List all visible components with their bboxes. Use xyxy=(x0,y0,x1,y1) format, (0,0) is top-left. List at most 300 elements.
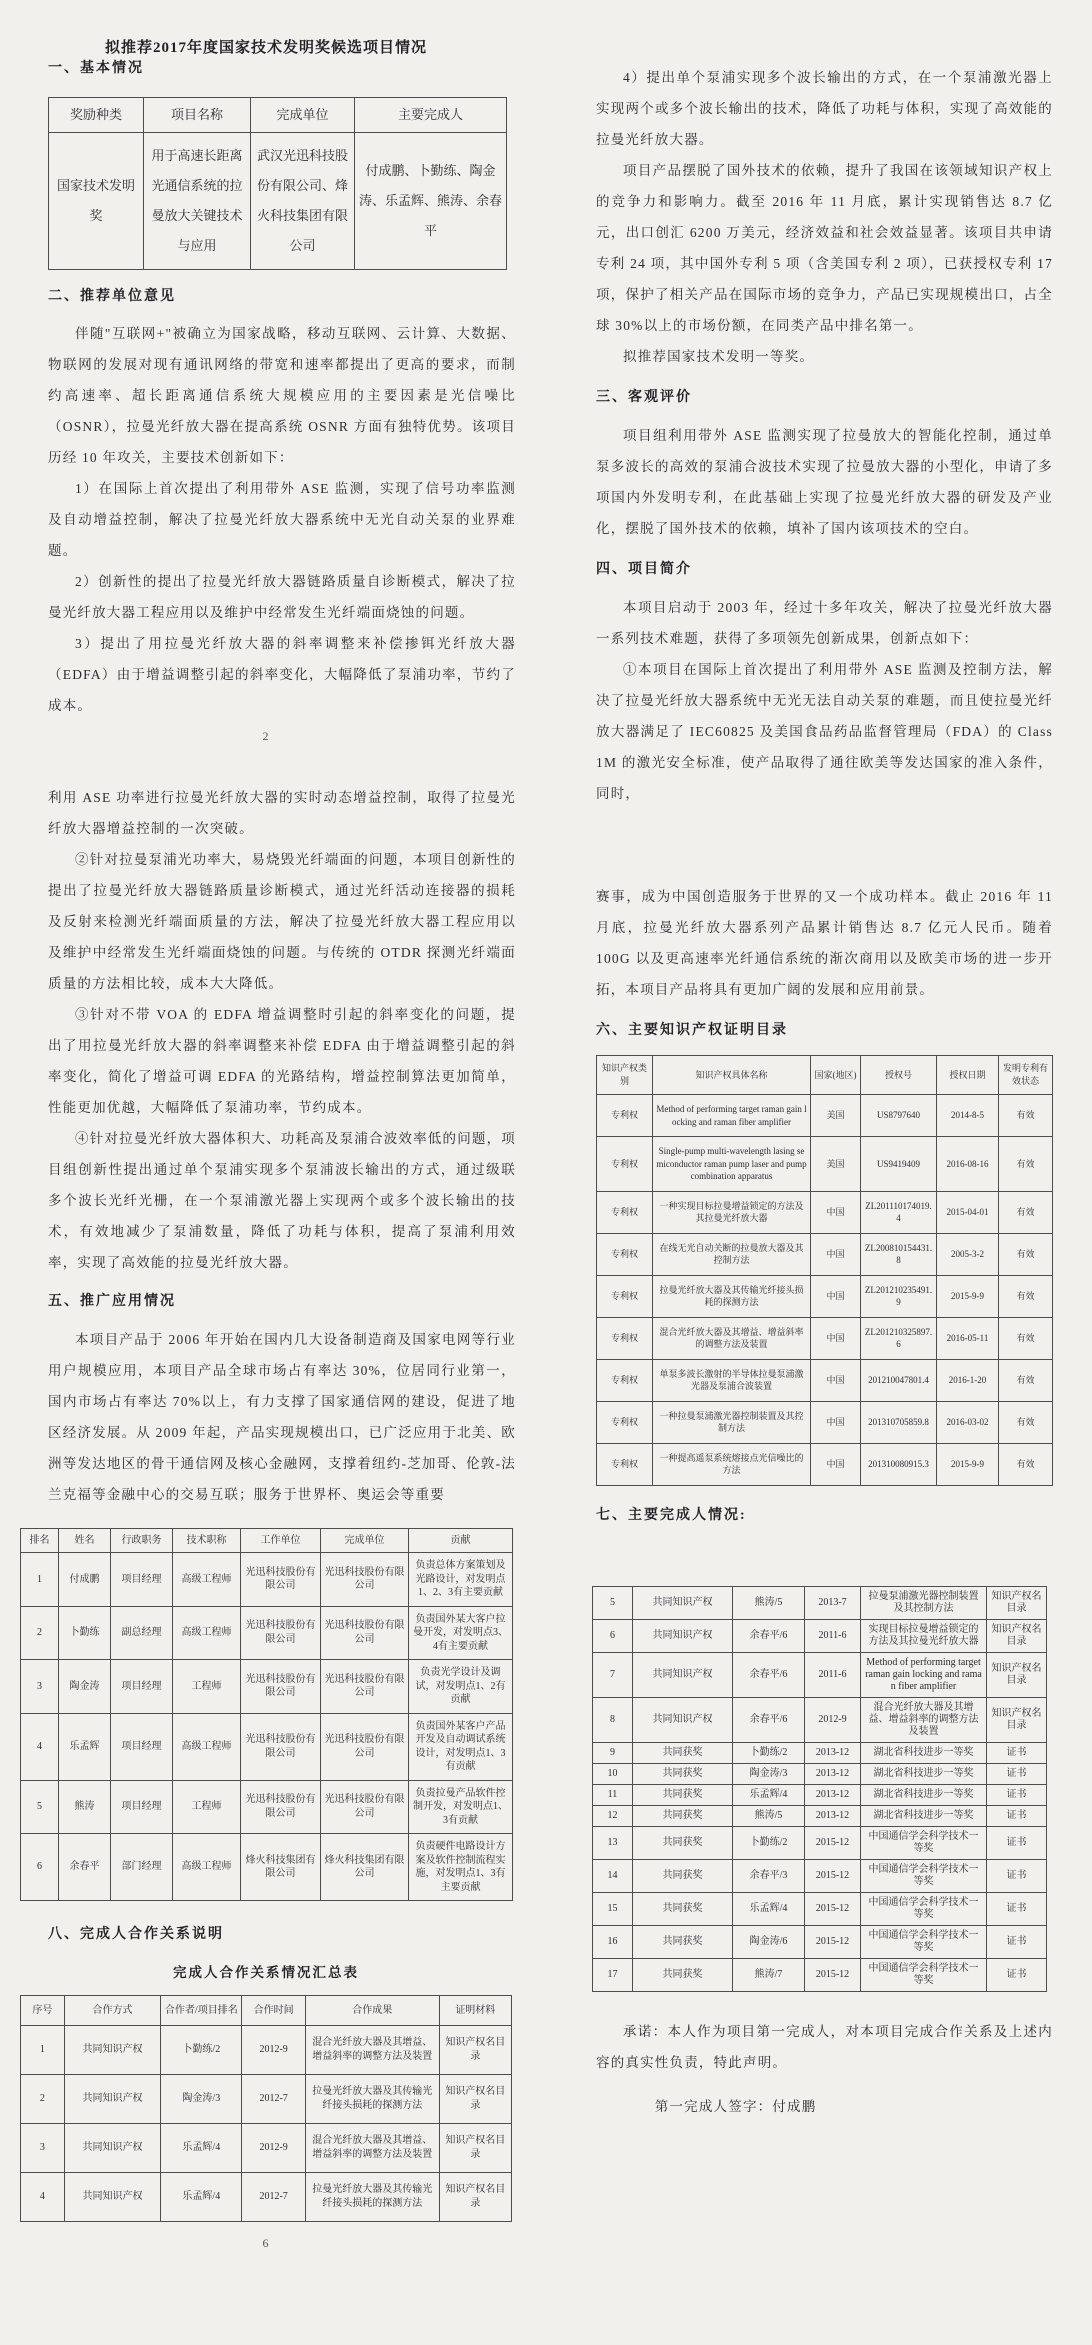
completer-name: 卜勤练 xyxy=(59,1606,111,1660)
coop-index: 4 xyxy=(21,2173,65,2222)
patent-grant-date: 2016-03-02 xyxy=(937,1401,999,1443)
project-intro-paragraphs xyxy=(556,592,1086,809)
section-3-heading: 三、客观评价 xyxy=(596,390,692,405)
coop-index: 10 xyxy=(593,1763,633,1784)
basic-info-header-cell: 奖励种类 xyxy=(49,98,144,133)
coop-row xyxy=(593,1763,1047,1784)
patent-country: 中国 xyxy=(811,1275,861,1317)
completer-work-unit: 光迅科技股份有限公司 xyxy=(241,1553,321,1607)
completer-admin-title: 项目经理 xyxy=(111,1713,173,1780)
coop-row xyxy=(593,1859,1047,1892)
page-4 xyxy=(556,881,1086,1528)
completer-tech-title: 高级工程师 xyxy=(173,1713,241,1780)
coop-index: 14 xyxy=(593,1859,633,1892)
section-4-heading: 四、项目简介 xyxy=(596,562,692,577)
completers-header-cell: 完成单位 xyxy=(321,1529,409,1553)
coop-index: 9 xyxy=(593,1742,633,1763)
coop-row xyxy=(21,2026,512,2075)
completer-name: 余春平 xyxy=(59,1834,111,1901)
basic-info-table xyxy=(48,97,507,270)
coop-mode: 共同知识产权 xyxy=(633,1697,733,1742)
coop-evidence: 证书 xyxy=(987,1763,1047,1784)
coop-row xyxy=(21,2124,512,2173)
completer-tech-title: 高级工程师 xyxy=(173,1834,241,1901)
coop-table-part1 xyxy=(20,1995,512,2222)
basic-info-cell: 武汉光迅科技股份有限公司、烽火科技集团有限公司 xyxy=(251,133,355,270)
basic-info-header-row xyxy=(49,98,507,133)
coop-row xyxy=(593,1925,1047,1958)
completer-admin-title: 部门经理 xyxy=(111,1834,173,1901)
page-2 xyxy=(556,0,1086,809)
coop-row xyxy=(593,1697,1047,1742)
coop-mode: 共同获奖 xyxy=(633,1892,733,1925)
evaluation-paragraph: 项目组利用带外 ASE 监测实现了拉曼放大的智能化控制，通过单泵多波长的高效的泵浦合波技术实现了拉曼放大器的小型化，申请了多项国内外发明专利，在此基础上实现了拉曼光纤放大器的研发及产业化，摆脱了国外技术的依赖，填补了国内该项技术的空白。 xyxy=(596,428,1053,536)
completer-rank: 1 xyxy=(21,1553,59,1607)
patent-grant-date: 2015-9-9 xyxy=(937,1275,999,1317)
coop-evidence: 证书 xyxy=(987,1859,1047,1892)
coop-index: 7 xyxy=(593,1652,633,1697)
section-2-heading: 二、推荐单位意见 xyxy=(48,289,176,304)
coop-index: 15 xyxy=(593,1892,633,1925)
coop-partner-rank: 卜勤练/2 xyxy=(733,1826,805,1859)
patent-number: US9419409 xyxy=(861,1137,937,1192)
patent-country: 中国 xyxy=(811,1317,861,1359)
patent-table xyxy=(596,1055,1053,1486)
completer-completion-unit: 光迅科技股份有限公司 xyxy=(321,1713,409,1780)
coop-mode: 共同获奖 xyxy=(633,1958,733,1991)
patent-number: 201310705859.8 xyxy=(861,1401,937,1443)
patent-name: 在线无光自动关断的拉曼放大器及其控制方法 xyxy=(653,1233,811,1275)
coop-result: 湖北省科技进步一等奖 xyxy=(861,1784,987,1805)
coop-result: Method of performing target raman gain locking and raman fiber amplifier xyxy=(861,1652,987,1697)
coop-mode: 共同获奖 xyxy=(633,1784,733,1805)
patent-header-cell: 知识产权具体名称 xyxy=(653,1056,811,1095)
basic-info-data-row xyxy=(49,133,507,270)
coop-result: 湖北省科技进步一等奖 xyxy=(861,1805,987,1826)
completer-tech-title: 工程师 xyxy=(173,1780,241,1834)
coop-index: 2 xyxy=(21,2075,65,2124)
completer-row xyxy=(21,1834,513,1901)
patent-category: 专利权 xyxy=(597,1275,653,1317)
body-paragraph: ①本项目在国际上首次提出了利用带外 ASE 监测及控制方法，解决了拉曼光纤放大器系统中无光无法自动关泵的难题，而且使拉曼光纤放大器满足了 IEC60825 及美国食品药品监督管理局（FDA）的 Class 1M 的激光安全标准，使产品取得了通往欧美等发达国家的准入条件，同时， xyxy=(596,662,1053,801)
completer-name: 熊涛 xyxy=(59,1780,111,1834)
patent-header-cell: 发明专利有效状态 xyxy=(999,1056,1053,1095)
coop-evidence: 证书 xyxy=(987,1742,1047,1763)
completer-name: 付成鹏 xyxy=(59,1553,111,1607)
coop-partner-rank: 乐孟辉/4 xyxy=(161,2124,242,2173)
coop-partner-rank: 卜勤练/2 xyxy=(733,1742,805,1763)
coop-time: 2011-6 xyxy=(805,1619,861,1652)
coop-time: 2015-12 xyxy=(805,1826,861,1859)
coop-partner-rank: 熊涛/5 xyxy=(733,1586,805,1619)
coop-header-cell: 合作时间 xyxy=(242,1996,306,2026)
patent-category: 专利权 xyxy=(597,1443,653,1485)
promise-paragraph: 承诺：本人作为项目第一完成人，对本项目完成合作关系及上述内容的真实性负责，特此声明。 xyxy=(596,2023,1053,2070)
completer-completion-unit: 光迅科技股份有限公司 xyxy=(321,1606,409,1660)
coop-header-cell: 合作方式 xyxy=(64,1996,160,2026)
body-paragraph: 拟推荐国家技术发明一等奖。 xyxy=(623,349,815,364)
completer-row xyxy=(21,1780,513,1834)
completers-rows xyxy=(21,1553,513,1901)
completers-header-row xyxy=(21,1529,513,1553)
coop-mode: 共同知识产权 xyxy=(64,2026,160,2075)
section-2-continued-paragraphs xyxy=(556,62,1086,372)
basic-info-header-cell: 主要完成人 xyxy=(355,98,507,133)
completers-header-cell: 贡献 xyxy=(409,1529,513,1553)
coop-evidence: 知识产权名目录 xyxy=(987,1652,1047,1697)
page-number-6: 6 xyxy=(262,2236,270,2250)
patent-header-cell: 国家(地区) xyxy=(811,1056,861,1095)
body-paragraph: 本项目启动于 2003 年，经过十多年攻关，解决了拉曼光纤放大器一系列技术难题，获得了多项领先创新成果，创新点如下： xyxy=(596,600,1053,646)
patent-number: ZL201210325897.6 xyxy=(861,1317,937,1359)
completer-admin-title: 项目经理 xyxy=(111,1660,173,1714)
right-page-column xyxy=(556,0,1086,2136)
completer-completion-unit: 烽火科技集团有限公司 xyxy=(321,1834,409,1901)
coop-evidence: 知识产权名目录 xyxy=(439,2124,511,2173)
section-6-heading: 六、主要知识产权证明目录 xyxy=(596,1023,788,1038)
section-7-heading: 七、主要完成人情况: xyxy=(596,1507,747,1523)
coop-time: 2011-6 xyxy=(805,1652,861,1697)
coop-result: 拉曼泵浦激光器控制装置及其控制方法 xyxy=(861,1586,987,1619)
coop-mode: 共同知识产权 xyxy=(633,1652,733,1697)
patent-number: 201310080915.3 xyxy=(861,1443,937,1485)
coop-partner-rank: 乐孟辉/4 xyxy=(733,1892,805,1925)
patent-grant-date: 2014-8-5 xyxy=(937,1095,999,1137)
patent-name: 拉曼光纤放大器及其传输光纤接头损耗的探测方法 xyxy=(653,1275,811,1317)
patent-country: 中国 xyxy=(811,1401,861,1443)
completer-rank: 4 xyxy=(21,1713,59,1780)
coop-partner-rank: 余春平/6 xyxy=(733,1697,805,1742)
coop-row xyxy=(21,2173,512,2222)
patent-status: 有效 xyxy=(999,1275,1053,1317)
continuation-paragraph: 利用 ASE 功率进行拉曼光纤放大器的实时动态增益控制，取得了拉曼光纤放大器增益控制的一次突破。 xyxy=(48,790,516,836)
completer-tech-title: 工程师 xyxy=(173,1660,241,1714)
completer-name: 乐孟辉 xyxy=(59,1713,111,1780)
basic-info-header-cell: 项目名称 xyxy=(144,98,251,133)
patent-status: 有效 xyxy=(999,1233,1053,1275)
coop-row xyxy=(593,1958,1047,1991)
patent-name: 混合光纤放大器及其增益、增益斜率的调整方法及装置 xyxy=(653,1317,811,1359)
patent-grant-date: 2016-1-20 xyxy=(937,1359,999,1401)
completer-admin-title: 项目经理 xyxy=(111,1780,173,1834)
completer-rank: 5 xyxy=(21,1780,59,1834)
coop-row xyxy=(593,1586,1047,1619)
patent-category: 专利权 xyxy=(597,1191,653,1233)
left-page-column xyxy=(10,0,522,2251)
patent-header-cell: 授权号 xyxy=(861,1056,937,1095)
patent-category: 专利权 xyxy=(597,1095,653,1137)
completer-work-unit: 烽火科技集团有限公司 xyxy=(241,1834,321,1901)
coop-partner-rank: 乐孟辉/4 xyxy=(733,1784,805,1805)
coop-partner-rank: 陶金涛/3 xyxy=(733,1763,805,1784)
coop-header-cell: 合作成果 xyxy=(305,1996,439,2026)
body-paragraph: ③针对不带 VOA 的 EDFA 增益调整时引起的斜率变化的问题，提出了用拉曼光纤放大器的斜率调整来补偿 EDFA 由于增益调整引起的斜率变化，简化了增益可调 EDFA 的光路结构，增益控制算法更加简单，性能更加优越，大幅降低了泵浦功率，节约成本。 xyxy=(48,1007,516,1115)
completers-header-cell: 技术职称 xyxy=(173,1529,241,1553)
coop-evidence: 证书 xyxy=(987,1925,1047,1958)
coop-mode: 共同获奖 xyxy=(633,1763,733,1784)
coop-time: 2013-7 xyxy=(805,1586,861,1619)
coop-header-cell: 证明材料 xyxy=(439,1996,511,2026)
patent-rows xyxy=(597,1095,1053,1486)
patent-category: 专利权 xyxy=(597,1401,653,1443)
patent-number: US8797640 xyxy=(861,1095,937,1137)
coop-partner-rank: 余春平/6 xyxy=(733,1619,805,1652)
page-5 xyxy=(10,1528,522,2251)
coop-result: 拉曼光纤放大器及其传输光纤接头损耗的探测方法 xyxy=(305,2075,439,2124)
coop-time: 2015-12 xyxy=(805,1925,861,1958)
coop-partner-rank: 余春平/3 xyxy=(733,1859,805,1892)
completer-contribution: 负责国外某客户产品开发及自动调试系统设计，对发明点1、3有贡献 xyxy=(409,1713,513,1780)
patent-country: 美国 xyxy=(811,1137,861,1192)
completer-work-unit: 光迅科技股份有限公司 xyxy=(241,1660,321,1714)
coop-time: 2013-12 xyxy=(805,1805,861,1826)
coop-row xyxy=(593,1826,1047,1859)
patent-row xyxy=(597,1443,1053,1485)
completer-tech-title: 高级工程师 xyxy=(173,1553,241,1607)
document-title: 拟推荐2017年度国家技术发明奖候选项目情况 xyxy=(104,40,427,56)
coop-header-cell: 合作者/项目排名 xyxy=(161,1996,242,2026)
body-paragraph: ②针对拉曼泵浦光功率大，易烧毁光纤端面的问题，本项目创新性的提出了拉曼光纤放大器链路质量诊断模式，通过光纤活动连接器的损耗及反射来检测光纤端面质量的方法，解决了拉曼光纤放大器工程应用以及维护中经常发生光纤端面烧蚀的问题。与传统的 OTDR 探测光纤端面质量的方法相比较，成本大大降低。 xyxy=(48,852,516,991)
innovation-paragraphs xyxy=(10,844,522,1278)
coop-index: 13 xyxy=(593,1826,633,1859)
coop-header-cell: 序号 xyxy=(21,1996,65,2026)
page-1 xyxy=(10,36,522,744)
completer-contribution: 负责拉曼产品软件控制开发，对发明点1、3有贡献 xyxy=(409,1780,513,1834)
coop-result: 湖北省科技进步一等奖 xyxy=(861,1742,987,1763)
completer-row xyxy=(21,1660,513,1714)
coop-time: 2013-12 xyxy=(805,1763,861,1784)
patent-name: 一种实现目标拉曼增益锁定的方法及其拉曼光纤放大器 xyxy=(653,1191,811,1233)
coop-mode: 共同获奖 xyxy=(633,1805,733,1826)
completer-admin-title: 副总经理 xyxy=(111,1606,173,1660)
coop-mode: 共同获奖 xyxy=(633,1826,733,1859)
coop-evidence: 证书 xyxy=(987,1892,1047,1925)
completer-contribution: 负责硬件电路设计方案及软件控制流程实施，对发明点1、3有主要贡献 xyxy=(409,1834,513,1901)
coop-rows-5-17 xyxy=(593,1586,1047,1991)
body-paragraph: ④针对拉曼光纤放大器体积大、功耗高及泵浦合波效率低的问题，项目组创新性提出通过单个泵浦实现多个泵浦波长输出的方式，通过级联多个波长光纤光栅，在一个泵浦激光器上实现两个或多个波长输出的技术，有效地减少了泵浦数量，降低了功耗与体积，提高了泵浦利用效率，实现了高效能的拉曼光纤放大器。 xyxy=(48,1131,516,1270)
completer-work-unit: 光迅科技股份有限公司 xyxy=(241,1780,321,1834)
completer-contribution: 负责总体方案策划及光路设计，对发明点1、2、3有主要贡献 xyxy=(409,1553,513,1607)
coop-evidence: 知识产权名目录 xyxy=(987,1697,1047,1742)
patent-name: 一种提高遥泵系统熔接点光信噪比的方法 xyxy=(653,1443,811,1485)
coop-evidence: 知识产权名目录 xyxy=(439,2173,511,2222)
coop-evidence: 证书 xyxy=(987,1958,1047,1991)
basic-info-header-cell: 完成单位 xyxy=(251,98,355,133)
basic-info-cell: 用于高速长距离光通信系统的拉曼放大关键技术与应用 xyxy=(144,133,251,270)
coop-evidence: 知识产权名目录 xyxy=(439,2075,511,2124)
coop-rows-1-4 xyxy=(21,2026,512,2222)
coop-partner-rank: 乐孟辉/4 xyxy=(161,2173,242,2222)
coop-mode: 共同获奖 xyxy=(633,1859,733,1892)
coop-partner-rank: 陶金涛/3 xyxy=(161,2075,242,2124)
coop-index: 3 xyxy=(21,2124,65,2173)
completer-contribution: 负责国外某大客户拉曼开发，对发明点3、4有主要贡献 xyxy=(409,1606,513,1660)
coop-time: 2015-12 xyxy=(805,1892,861,1925)
patent-row xyxy=(597,1137,1053,1192)
patent-row xyxy=(597,1359,1053,1401)
completer-completion-unit: 光迅科技股份有限公司 xyxy=(321,1553,409,1607)
coop-time: 2012-9 xyxy=(242,2124,306,2173)
coop-evidence: 知识产权名目录 xyxy=(439,2026,511,2075)
patent-category: 专利权 xyxy=(597,1317,653,1359)
patent-name: Method of performing target raman gain locking and raman fiber amplifier xyxy=(653,1095,811,1137)
patent-country: 中国 xyxy=(811,1233,861,1275)
coop-result: 中国通信学会科学技术一等奖 xyxy=(861,1826,987,1859)
coop-evidence: 知识产权名目录 xyxy=(987,1619,1047,1652)
patent-grant-date: 2005-3-2 xyxy=(937,1233,999,1275)
coop-result: 实现目标拉曼增益锁定的方法及其拉曼光纤放大器 xyxy=(861,1619,987,1652)
page-3 xyxy=(10,782,522,1510)
coop-mode: 共同知识产权 xyxy=(64,2075,160,2124)
patent-status: 有效 xyxy=(999,1359,1053,1401)
coop-index: 16 xyxy=(593,1925,633,1958)
patent-name: 单泵多波长激射的半导体拉曼泵浦激光器及泵浦合波装置 xyxy=(653,1359,811,1401)
coop-mode: 共同获奖 xyxy=(633,1742,733,1763)
completer-name: 陶金涛 xyxy=(59,1660,111,1714)
completers-table xyxy=(20,1528,513,1901)
basic-info-cell: 付成鹏、卜勤练、陶金涛、乐孟辉、熊涛、余春平 xyxy=(355,133,507,270)
coop-result: 中国通信学会科学技术一等奖 xyxy=(861,1859,987,1892)
coop-result: 湖北省科技进步一等奖 xyxy=(861,1763,987,1784)
patent-row xyxy=(597,1275,1053,1317)
patent-number: ZL201210235491.9 xyxy=(861,1275,937,1317)
coop-index: 11 xyxy=(593,1784,633,1805)
patent-grant-date: 2016-05-11 xyxy=(937,1317,999,1359)
patent-row xyxy=(597,1233,1053,1275)
completer-rank: 6 xyxy=(21,1834,59,1901)
section-8-heading: 八、完成人合作关系说明 xyxy=(48,1927,224,1942)
patent-category: 专利权 xyxy=(597,1233,653,1275)
patent-row xyxy=(597,1095,1053,1137)
coop-result: 混合光纤放大器及其增益、增益斜率的调整方法及装置 xyxy=(861,1697,987,1742)
coop-row xyxy=(593,1892,1047,1925)
patent-category: 专利权 xyxy=(597,1137,653,1192)
coop-index: 17 xyxy=(593,1958,633,1991)
patent-name: Single-pump multi-wavelength lasing semiconductor raman pump laser and pump combination apparatus xyxy=(653,1137,811,1192)
coop-result: 拉曼光纤放大器及其传输光纤接头损耗的探测方法 xyxy=(305,2173,439,2222)
completer-admin-title: 项目经理 xyxy=(111,1553,173,1607)
coop-time: 2012-7 xyxy=(242,2173,306,2222)
patent-status: 有效 xyxy=(999,1317,1053,1359)
patent-status: 有效 xyxy=(999,1191,1053,1233)
basic-info-cell: 国家技术发明奖 xyxy=(49,133,144,270)
coop-row xyxy=(593,1652,1047,1697)
completer-row xyxy=(21,1713,513,1780)
coop-result: 混合光纤放大器及其增益、增益斜率的调整方法及装置 xyxy=(305,2026,439,2075)
patent-row xyxy=(597,1317,1053,1359)
coop-index: 5 xyxy=(593,1586,633,1619)
coop-mode: 共同获奖 xyxy=(633,1925,733,1958)
coop-result: 中国通信学会科学技术一等奖 xyxy=(861,1958,987,1991)
completers-header-cell: 行政职务 xyxy=(111,1529,173,1553)
section-1-heading: 一、基本情况 xyxy=(48,61,144,76)
section-2-paragraphs xyxy=(10,318,522,721)
coop-evidence: 证书 xyxy=(987,1826,1047,1859)
patent-country: 美国 xyxy=(811,1095,861,1137)
completer-rank: 3 xyxy=(21,1660,59,1714)
signature-line: 第一完成人签字：付成鹏 xyxy=(654,2099,817,2114)
coop-time: 2013-12 xyxy=(805,1784,861,1805)
coop-row xyxy=(21,2075,512,2124)
patent-number: 201210047801.4 xyxy=(861,1359,937,1401)
patent-grant-date: 2015-04-01 xyxy=(937,1191,999,1233)
coop-time: 2012-7 xyxy=(242,2075,306,2124)
patent-row xyxy=(597,1191,1053,1233)
body-paragraph: 项目产品摆脱了国外技术的依赖，提升了我国在该领域知识产权上的竞争力和影响力。截至 2016 年 11 月底，累计实现销售达 8.7 亿元，出口创汇 6200 万美元，经济效益和社会效益显著。该项目共申请专利 24 项，其中国外专利 5 项（含美国专利 2 项），已获授权专利 17 项，保护了相关产品在国际市场的竞争力，产品已实现规模出口，占全球 30%以上的市场份额，在同类产品中排名第一。 xyxy=(596,163,1053,333)
coop-index: 6 xyxy=(593,1619,633,1652)
patent-country: 中国 xyxy=(811,1359,861,1401)
patent-status: 有效 xyxy=(999,1137,1053,1192)
completer-completion-unit: 光迅科技股份有限公司 xyxy=(321,1660,409,1714)
patent-category: 专利权 xyxy=(597,1359,653,1401)
completer-row xyxy=(21,1606,513,1660)
coop-row xyxy=(593,1805,1047,1826)
coop-header-row xyxy=(21,1996,512,2026)
completer-work-unit: 光迅科技股份有限公司 xyxy=(241,1606,321,1660)
completer-work-unit: 光迅科技股份有限公司 xyxy=(241,1713,321,1780)
application-paragraph: 本项目产品于 2006 年开始在国内几大设备制造商及国家电网等行业用户规模应用，本项目产品全球市场占有率达 30%，位居同行业第一，国内市场占有率达 70%以上，有力支撑了国家通信网的建设，促进了地区经济发展。从 2009 年起，产品实现规模出口，已广泛应用于北美、欧洲等发达地区的骨干通信网及核心金融网，支撑着纽约-芝加哥、伦敦-法兰克福等金融中心的交易互联；服务于世界杯、奥运会等重要 xyxy=(48,1332,516,1502)
patent-country: 中国 xyxy=(811,1191,861,1233)
body-paragraph: 3）提出了用拉曼光纤放大器的斜率调整来补偿掺铒光纤放大器（EDFA）由于增益调整引起的斜率变化，大幅降低了泵浦功率，节约了成本。 xyxy=(48,636,516,713)
patent-number: ZL201110174019.4 xyxy=(861,1191,937,1233)
coop-result: 中国通信学会科学技术一等奖 xyxy=(861,1925,987,1958)
patent-country: 中国 xyxy=(811,1443,861,1485)
patent-status: 有效 xyxy=(999,1401,1053,1443)
completer-contribution: 负责光学设计及调试，对发明点1、2有贡献 xyxy=(409,1660,513,1714)
completer-completion-unit: 光迅科技股份有限公司 xyxy=(321,1780,409,1834)
coop-mode: 共同知识产权 xyxy=(633,1619,733,1652)
continuation-paragraph: 赛事，成为中国创造服务于世界的又一个成功样本。截止 2016 年 11 月底，拉曼光纤放大器系列产品累计销售达 8.7 亿元人民币。随着 100G 以及更高速率光纤通信系统的渐次商用以及欧美市场的进一步开拓，本项目产品将具有更加广阔的发展和应用前景。 xyxy=(596,889,1053,997)
coop-partner-rank: 余春平/6 xyxy=(733,1652,805,1697)
body-paragraph: 2）创新性的提出了拉曼光纤放大器链路质量自诊断模式，解决了拉曼光纤放大器工程应用以及维护中经常发生光纤端面烧蚀的问题。 xyxy=(48,574,516,620)
completers-header-cell: 工作单位 xyxy=(241,1529,321,1553)
coop-time: 2015-12 xyxy=(805,1958,861,1991)
coop-result: 混合光纤放大器及其增益、增益斜率的调整方法及装置 xyxy=(305,2124,439,2173)
completers-header-cell: 姓名 xyxy=(59,1529,111,1553)
patent-grant-date: 2015-9-9 xyxy=(937,1443,999,1485)
coop-table-part2 xyxy=(592,1586,1047,1992)
patent-header-cell: 授权日期 xyxy=(937,1056,999,1095)
coop-row xyxy=(593,1742,1047,1763)
section-5-heading: 五、推广应用情况 xyxy=(48,1294,176,1309)
coop-evidence: 证书 xyxy=(987,1805,1047,1826)
coop-partner-rank: 陶金涛/6 xyxy=(733,1925,805,1958)
coop-time: 2012-9 xyxy=(242,2026,306,2075)
completer-tech-title: 高级工程师 xyxy=(173,1606,241,1660)
completer-row xyxy=(21,1553,513,1607)
coop-row xyxy=(593,1784,1047,1805)
patent-grant-date: 2016-08-16 xyxy=(937,1137,999,1192)
body-paragraph: 1）在国际上首次提出了利用带外 ASE 监测，实现了信号功率监测及自动增益控制，解决了拉曼光纤放大器系统中无光自动关泵的业界难题。 xyxy=(48,481,516,558)
body-paragraph: 4）提出单个泵浦实现多个波长输出的方式，在一个泵浦激光器上实现两个或多个波长输出的技术，降低了功耗与体积，实现了高效能的拉曼光纤放大器。 xyxy=(596,70,1053,147)
coop-partner-rank: 熊涛/5 xyxy=(733,1805,805,1826)
coop-time: 2015-12 xyxy=(805,1859,861,1892)
coop-result: 中国通信学会科学技术一等奖 xyxy=(861,1892,987,1925)
patent-number: ZL200810154431.8 xyxy=(861,1233,937,1275)
patent-row xyxy=(597,1401,1053,1443)
page-6 xyxy=(556,1586,1086,2123)
coop-partner-rank: 熊涛/7 xyxy=(733,1958,805,1991)
completers-header-cell: 排名 xyxy=(21,1529,59,1553)
coop-time: 2012-9 xyxy=(805,1697,861,1742)
coop-table-title: 完成人合作关系情况汇总表 xyxy=(173,1965,359,1980)
coop-time: 2013-12 xyxy=(805,1742,861,1763)
patent-header-row xyxy=(597,1056,1053,1095)
coop-index: 12 xyxy=(593,1805,633,1826)
coop-mode: 共同知识产权 xyxy=(633,1586,733,1619)
coop-index: 8 xyxy=(593,1697,633,1742)
coop-evidence: 证书 xyxy=(987,1784,1047,1805)
